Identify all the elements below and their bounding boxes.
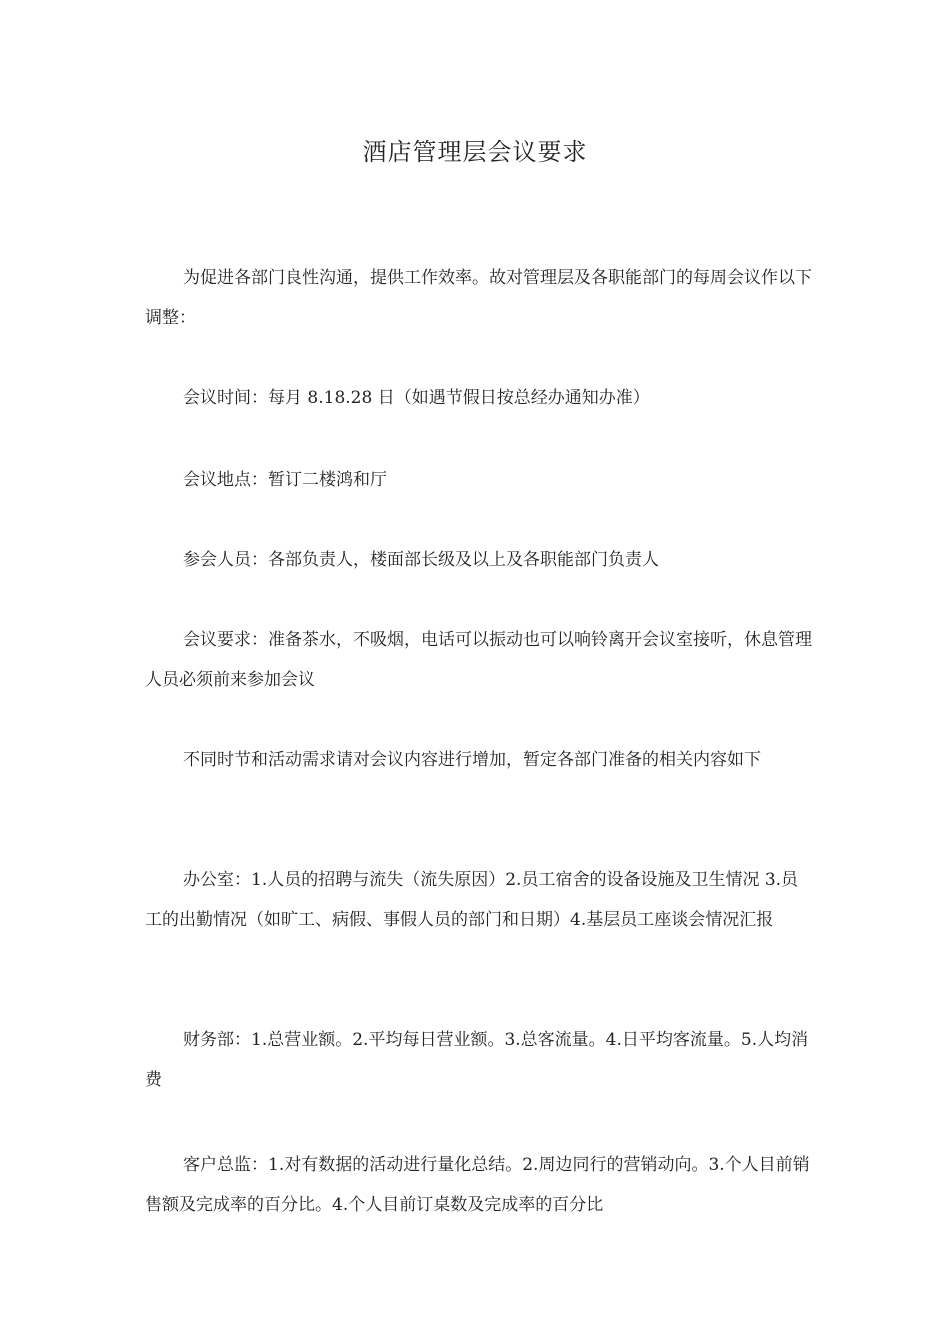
paragraph-customer-director: 客户总监：1.对有数据的活动进行量化总结。2.周边同行的营销动向。3.个人目前销售额及完成率的百分比。4.个人目前订桌数及完成率的百分比	[145, 1155, 810, 1215]
paragraph-finance: 财务部：1.总营业额。2.平均每日营业额。3.总客流量。4.日平均客流量。5.人均消费	[145, 1030, 809, 1090]
document-title: 酒店管理层会议要求	[362, 138, 588, 166]
paragraph-meeting-location: 会议地点：暂订二楼鸿和厅	[183, 470, 387, 490]
paragraph-intro: 为促进各部门良性沟通，提供工作效率。故对管理层及各职能部门的每周会议作以下调整：	[145, 268, 812, 328]
paragraph-attendees: 参会人员：各部负责人，楼面部长级及以上及各职能部门负责人	[183, 550, 659, 570]
paragraph-meeting-requirements: 会议要求：准备茶水，不吸烟，电话可以振动也可以响铃离开会议室接听，休息管理人员必须前来参加会议	[145, 630, 812, 690]
paragraph-meeting-time: 会议时间：每月 8.18.28 日（如遇节假日按总经办通知办准）	[183, 388, 650, 408]
paragraph-office: 办公室：1.人员的招聘与流失（流失原因）2.员工宿舍的设备设施及卫生情况 3.员工的出勤情况（如旷工、病假、事假人员的部门和日期）4.基层员工座谈会情况汇报	[145, 870, 799, 930]
paragraph-content-additions: 不同时节和活动需求请对会议内容进行增加，暂定各部门准备的相关内容如下	[183, 750, 761, 770]
